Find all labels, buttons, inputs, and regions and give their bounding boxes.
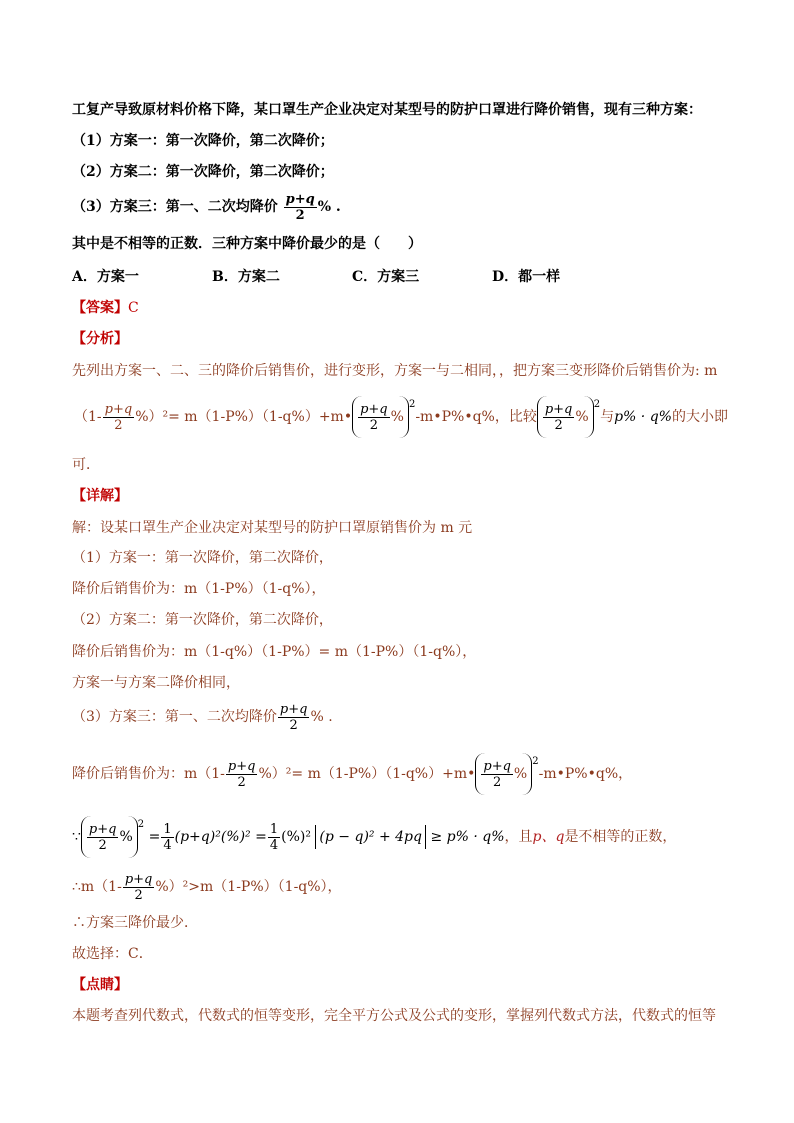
answer-line <box>72 298 139 318</box>
paren-expression-compare: $\frac{p+q}{2}$ % <box>537 396 594 438</box>
option-b[interactable]: B．方案二 <box>212 269 280 285</box>
comment-label: 【点睛】 <box>72 977 128 993</box>
answer-value: C <box>128 300 139 316</box>
detail-line-10: ∴m（1- $\frac{p+q}{2}$ %）²>m（1-P%）（1-q%）， <box>72 871 342 903</box>
option-a[interactable]: A．方案一 <box>72 269 139 285</box>
comment-text: 本题考查列代数式，代数式的恒等变形，完全平方公式及公式的变形，掌握列代数式方法，代数式的恒等 <box>72 1008 716 1024</box>
problem-condition: 其中是不相等的正数．三种方案中降价最少的是（ ） <box>72 236 422 252</box>
analysis-line-3: 可． <box>72 457 100 473</box>
detail-line-2: （1）方案一：第一次降价，第二次降价， <box>72 550 333 566</box>
analysis-line-1: 先列出方案一、二、三的降价后销售价，进行变形，方案一与二相同，，把方案三变形降价后销售价为: m <box>72 363 718 379</box>
problem-intro: 工复产导致原材料价格下降，某口罩生产企业决定对某型号的防护口罩进行降价销售，现有三种方案： <box>72 102 702 118</box>
analysis-label: 【分析】 <box>72 331 128 347</box>
detail-line-11: ∴方案三降价最少． <box>72 915 198 931</box>
fraction-p-plus-q-over-2: $\frac{p+q}{2}$ <box>285 191 315 223</box>
detail-line-8: 降价后销售价为：m（1- $\frac{p+q}{2}$ %）²= m（1-P%）（1-q%）+m• $\frac{p+q}{2}$ %$^2$-m•P%•q%， <box>72 752 632 795</box>
analysis-line-2: （1- $\frac{p+q}{2}$ %）²= m（1-P%）（1-q%）+m• $\frac{p+q}{2}$ %$^2$-m•P%•q%，比较 $\frac{p+q}{2}$ %$^2$与p% · q%的大小即 <box>74 395 728 438</box>
detail-line-12: 故选择：C． <box>72 946 153 962</box>
plan-3-suffix: % . <box>317 199 341 215</box>
answer-label: 【答案】 <box>72 300 128 316</box>
detail-line-7: （3）方案三：第一、二次均降价 $\frac{p+q}{2}$ % . <box>72 701 333 733</box>
detail-line-3: 降价后销售价为：m（1-P%）（1-q%）， <box>72 581 326 597</box>
problem-plan-1: （1）方案一：第一次降价，第二次降价； <box>72 133 334 149</box>
paren-expression: $\frac{p+q}{2}$ % <box>475 753 532 795</box>
answer-options <box>72 267 632 287</box>
detail-label: 【详解】 <box>72 488 128 504</box>
detail-line-6: 方案一与方案二降价相同， <box>72 675 240 691</box>
detail-line-1: 解：设某口罩生产企业决定对某型号的防护口罩原销售价为 m 元 <box>72 520 473 536</box>
detail-line-9: ∵ $\frac{p+q}{2}$ %$^2$ = $\frac{1}{4}$ (p+q)²(%)² = $\frac{1}{4}$ (%)² (p − q)² + 4pq ≥ p% · q%，且p、q是不相等的正数， <box>72 815 676 858</box>
problem-plan-2: （2）方案二：第一次降价，第二次降价； <box>72 164 334 180</box>
square-bracket-expression: (p − q)² + 4pq <box>315 825 426 849</box>
fraction-p-plus-q-over-2: $\frac{p+q}{2}$ <box>279 701 308 733</box>
paren-expression: $\frac{p+q}{2}$ % <box>352 396 409 438</box>
option-d[interactable]: D．都一样 <box>492 269 561 285</box>
fraction-p-plus-q-over-2: $\frac{p+q}{2}$ <box>104 401 133 433</box>
option-c[interactable]: C．方案三 <box>352 269 420 285</box>
detail-line-5: 降价后销售价为：m（1-q%）（1-P%）= m（1-P%）（1-q%）， <box>72 644 477 660</box>
problem-plan-3 <box>72 190 341 224</box>
detail-line-4: （2）方案二：第一次降价，第二次降价， <box>72 612 333 628</box>
plan-3-prefix: （3）方案三：第一、二次均降价 <box>72 199 278 215</box>
